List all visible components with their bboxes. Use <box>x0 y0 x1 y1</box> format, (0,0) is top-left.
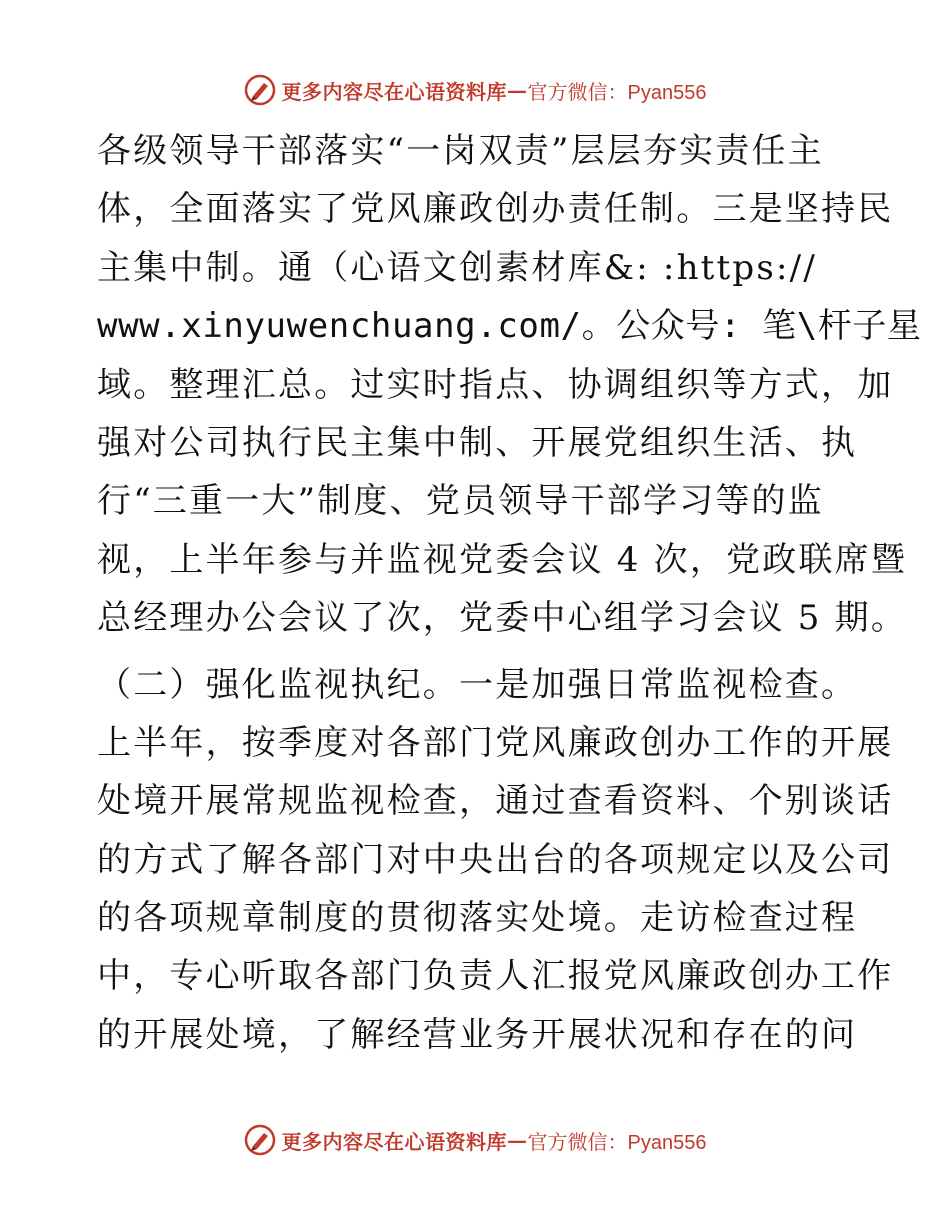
pen-logo-icon <box>244 1124 276 1156</box>
text-line: 上半年，按季度对各部门党风廉政创办工作的开展 <box>97 722 894 763</box>
footer-separator: — <box>507 1128 528 1152</box>
footer-contact: 官方微信：Pyan556 <box>527 1131 707 1154</box>
footer-banner <box>0 1120 950 1160</box>
text-line: 体，全面落实了党风廉政创办责任制。三是坚持民 <box>97 189 894 230</box>
text-line: 的方式了解各部门对中央出台的各项规定以及公司 <box>97 839 894 880</box>
text-line: 强对公司执行民主集中制、开展党组织生活、执 <box>97 422 858 463</box>
text-line: 视，上半年参与并监视党委会议 4 次，党政联席暨 <box>97 539 908 580</box>
text-line: 总经理办公会议了次，党委中心组学习会议 5 期。 <box>97 598 908 639</box>
text-line: 各级领导干部落实“一岗双责”层层夯实责任主 <box>97 131 824 171</box>
header-banner <box>0 70 950 110</box>
pen-logo-icon <box>244 74 276 106</box>
text-line: 中，专心听取各部门负责人汇报党风廉政创办工作 <box>97 956 894 997</box>
text-line-url: www.xinyuwenchuang.com/。公众号: 笔\杆子星 <box>97 306 922 347</box>
text-line: 行“三重一大”制度、党员领导干部学习等的监 <box>97 481 824 522</box>
header-contact: 官方微信：Pyan556 <box>527 81 707 104</box>
text-line: 域。整理汇总。过实时指点、协调组织等方式，加 <box>97 364 894 405</box>
footer-site-name: 更多内容尽在心语资料库 <box>281 1129 508 1154</box>
text-line: 的各项规章制度的贯彻落实处境。走访检查过程 <box>97 898 858 939</box>
section-heading-line: （二）强化监视执纪。一是加强日常监视检查。 <box>97 664 858 705</box>
document-body <box>97 122 922 1064</box>
text-line: 主集中制。通（心语文创素材库&: :https:// <box>97 247 817 288</box>
text-line: 处境开展常规监视检查，通过查看资料、个别谈话 <box>97 781 894 822</box>
header-site-name: 更多内容尽在心语资料库 <box>281 79 508 104</box>
text-line: 的开展处境，了解经营业务开展状况和存在的问 <box>97 1014 858 1055</box>
header-separator: — <box>507 78 528 102</box>
